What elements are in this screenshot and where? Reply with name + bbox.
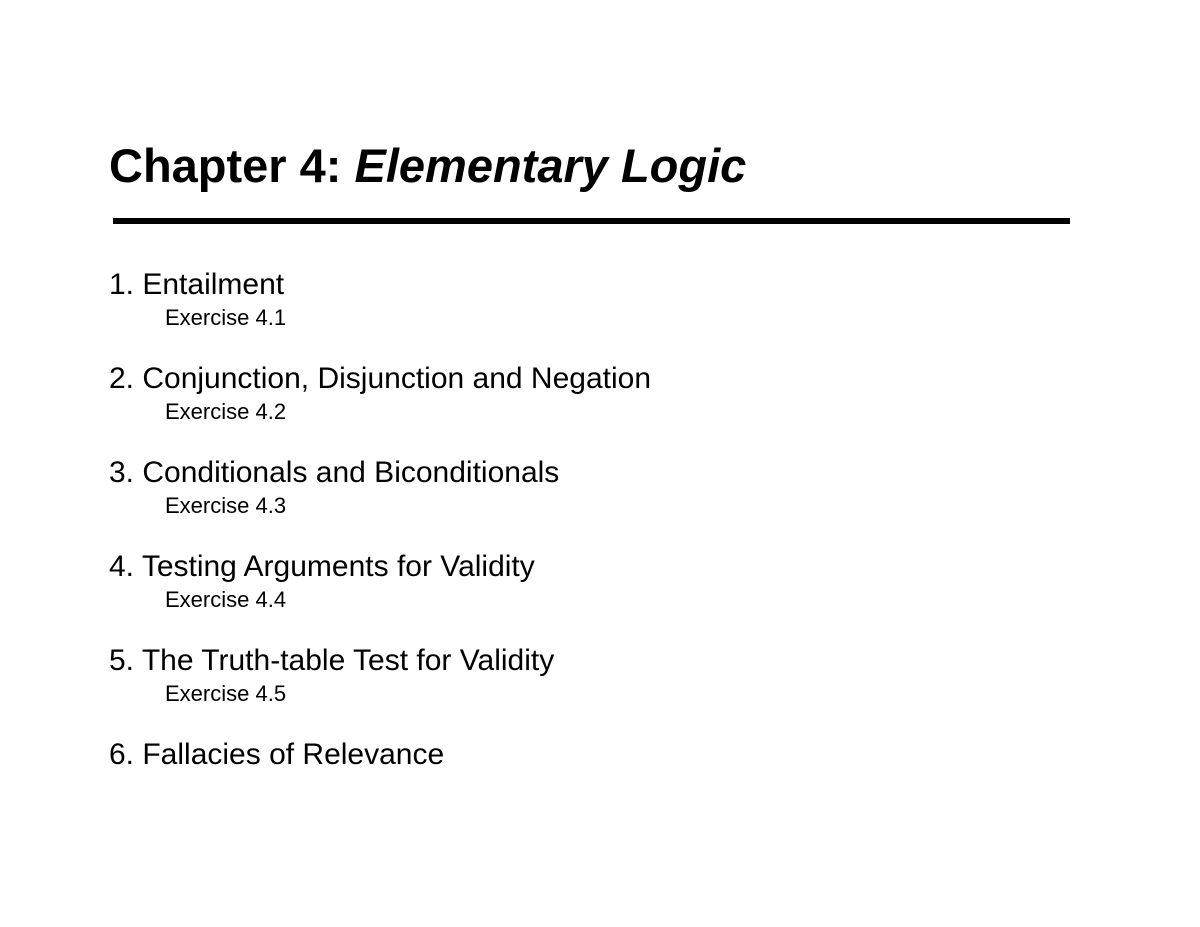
chapter-subject: Elementary Logic: [354, 139, 747, 192]
section-title: 1. Entailment: [109, 268, 285, 301]
section-3: [109, 455, 651, 519]
section-1: [109, 267, 651, 331]
section-title: 6. Fallacies of Relevance: [109, 738, 445, 771]
section-title: 5. The Truth-table Test for Validity: [109, 644, 555, 677]
section-5: [109, 643, 651, 707]
table-of-contents: [109, 267, 651, 773]
section-2: [109, 361, 651, 425]
exercise-item: Exercise 4.1: [165, 305, 287, 330]
section-4: [109, 549, 651, 613]
section-6: [109, 737, 651, 773]
title-divider: [113, 218, 1070, 224]
section-title: 3. Conditionals and Biconditionals: [109, 456, 560, 489]
exercise-item: Exercise 4.5: [165, 681, 287, 706]
exercise-item: Exercise 4.2: [165, 399, 287, 424]
exercise-item: Exercise 4.4: [165, 587, 287, 612]
section-title: 2. Conjunction, Disjunction and Negation: [109, 362, 652, 395]
chapter-label: Chapter 4:: [109, 139, 342, 192]
section-title: 4. Testing Arguments for Validity: [109, 550, 535, 583]
exercise-item: Exercise 4.3: [165, 493, 287, 518]
chapter-title: [109, 138, 746, 194]
